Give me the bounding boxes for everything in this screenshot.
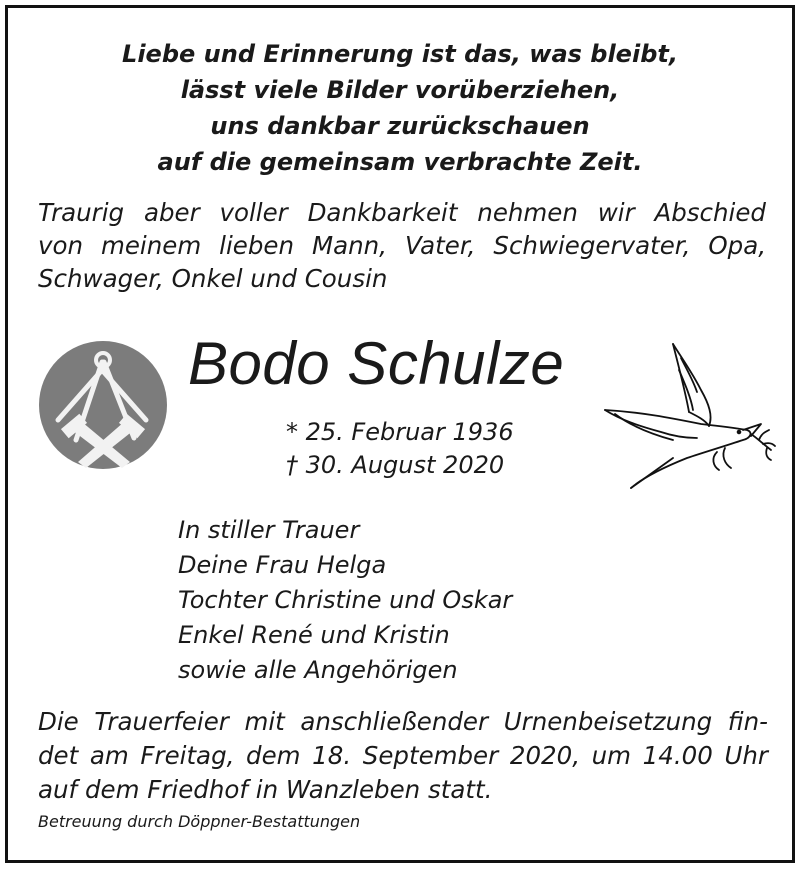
- notice-line: Die Trauerfeier mit anschließender Urnenbeisetzung fin-: [38, 707, 768, 736]
- farewell-text: [38, 196, 766, 295]
- mourner-line: Enkel René und Kristin: [178, 621, 450, 649]
- roofer-guild-emblem-icon: [38, 340, 168, 470]
- notice-line: auf dem Friedhof in Wanzleben statt.: [38, 775, 493, 804]
- birth-date: * 25. Februar 1936: [286, 418, 514, 446]
- dove-with-olive-branch-icon: [601, 340, 776, 490]
- poem-line: Liebe und Erinnerung ist das, was bleibt,: [122, 40, 678, 68]
- funeral-notice: [38, 705, 768, 807]
- mourner-line: sowie alle Angehörigen: [178, 656, 458, 684]
- poem-line: lässt viele Bilder vorüberziehen,: [180, 76, 620, 104]
- death-date: † 30. August 2020: [286, 451, 505, 479]
- undertaker-credit: Betreuung durch Döppner-Bestattungen: [38, 812, 361, 831]
- mourner-line: Tochter Christine und Oskar: [178, 586, 513, 614]
- deceased-name: Bodo Schulze: [188, 330, 565, 397]
- farewell-line: von meinem lieben Mann, Vater, Schwiegervater, Opa,: [38, 231, 766, 260]
- mourner-line: In stiller Trauer: [178, 516, 360, 544]
- memorial-poem: [8, 36, 792, 180]
- mourner-line: Deine Frau Helga: [178, 551, 387, 579]
- poem-line: auf die gemeinsam verbrachte Zeit.: [157, 148, 643, 176]
- obituary-card: [5, 5, 795, 863]
- life-dates: [286, 416, 514, 482]
- mourners-list: [178, 513, 512, 688]
- poem-line: uns dankbar zurückschauen: [210, 112, 590, 140]
- farewell-line: Traurig aber voller Dankbarkeit nehmen wir Abschied: [38, 198, 766, 227]
- farewell-line: Schwager, Onkel und Cousin: [38, 264, 388, 293]
- notice-line: det am Freitag, dem 18. September 2020, um 14.00 Uhr: [38, 741, 768, 770]
